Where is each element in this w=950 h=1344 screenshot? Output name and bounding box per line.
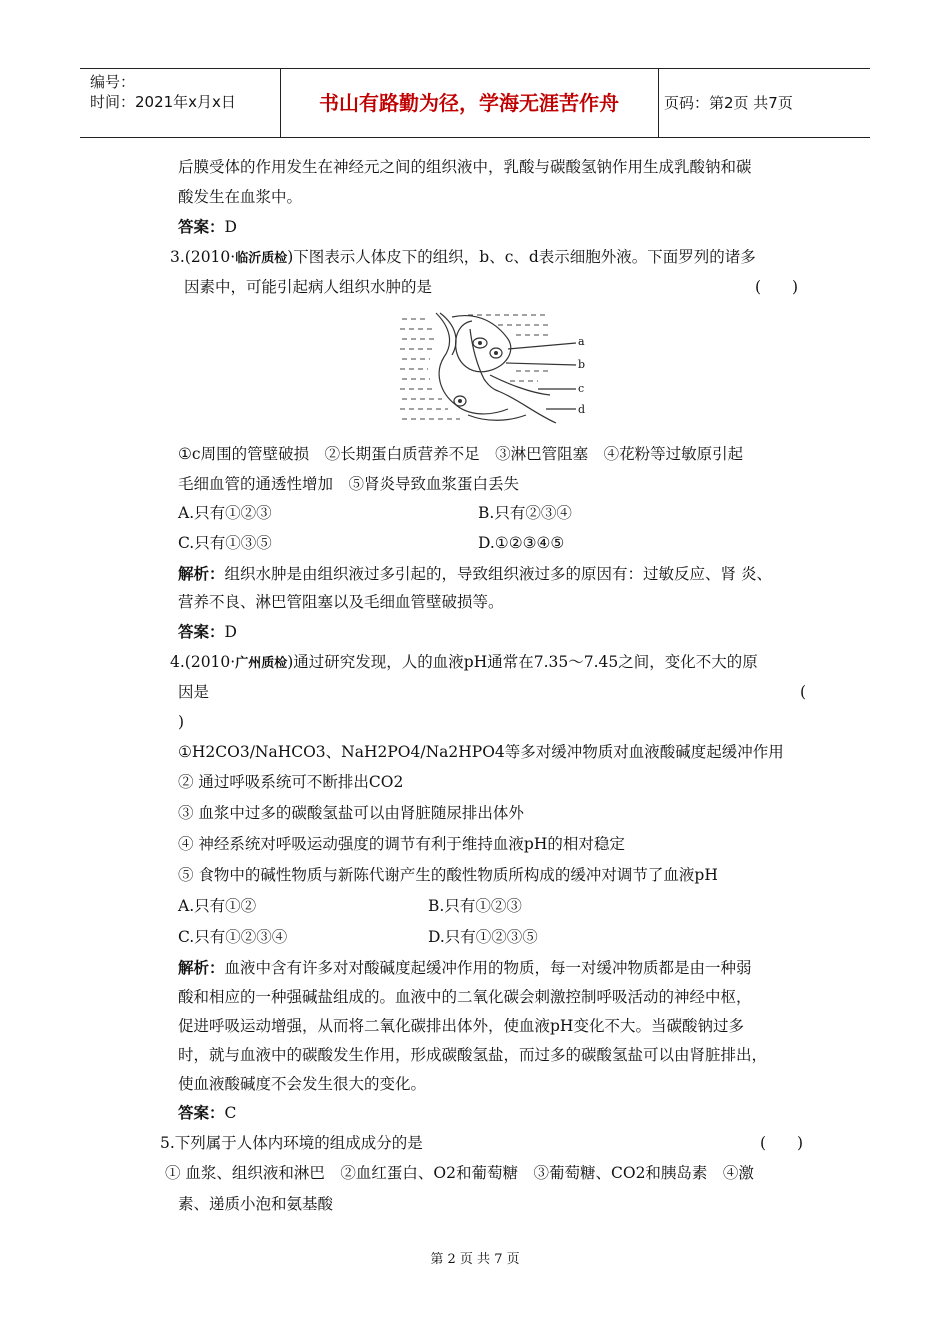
page-footer: 第 2 页 共 7 页 [430, 1252, 520, 1267]
header-page-info: 页码：第2页 共7页 [664, 94, 793, 112]
q4-option-d: D.只有①②③⑤ [428, 928, 538, 946]
q3-statements-1: ①c周围的管壁破损 ②长期蛋白质营养不足 ③淋巴管阻塞 ④花粉等过敏原引起 [178, 445, 744, 463]
answer-value: D [224, 623, 237, 641]
prev-expl-line-1: 后膜受体的作用发生在神经元之间的组织液中，乳酸与碳酸氢钠作用生成乳酸钠和碳 [178, 158, 752, 176]
q4-number: 4.(2010· [170, 653, 236, 671]
q3-stem [170, 247, 756, 269]
q4-text-2: 因是 [178, 683, 210, 701]
q4-option-b: B.只有①②③ [428, 897, 522, 915]
q4-text-1: )通过研究发现，人的血液pH通常在7.35～7.45之间，变化不大的原 [287, 653, 758, 671]
q3-statements-2: 毛细血管的通透性增加 ⑤肾炎导致血浆蛋白丢失 [178, 475, 520, 493]
q4-explanation-1 [178, 958, 752, 978]
q5-answer-paren: ( ) [760, 1134, 804, 1152]
header-meta [80, 69, 281, 137]
q3-explanation-2: 营养不良、淋巴管阻塞以及毛细血管壁破损等。 [178, 593, 504, 611]
q5-stem: 5.下列属于人体内环境的组成成分的是 [160, 1134, 423, 1152]
q3-expl-text-1: 组织水肿是由组织液过多引起的，导致组织液过多的原因有：过敏反应、肾 炎、 [224, 565, 772, 583]
q3-option-c: C.只有①③⑤ [178, 534, 272, 552]
date-label: 时间：2021年x月x日 [90, 93, 236, 111]
tissue-diagram [398, 305, 598, 430]
label-b: b [578, 358, 586, 371]
label-c: c [578, 382, 585, 395]
q4-explanation-5: 使血液酸碱度不会发生很大的变化。 [178, 1075, 427, 1093]
page-header [80, 68, 870, 138]
answer-label: 答案： [178, 622, 225, 641]
answer-label: 答案： [178, 217, 225, 236]
q4-answer [178, 1103, 236, 1123]
q4-option-a: A.只有①② [178, 897, 257, 915]
q3-source: 临沂质检 [235, 251, 288, 266]
q3-text-2: 因素中，可能引起病人组织水肿的是 [184, 278, 433, 296]
q3-answer-paren: ( ) [755, 278, 799, 296]
answer-label: 答案： [178, 1103, 225, 1122]
q4-option-c: C.只有①②③④ [178, 928, 288, 946]
q4-explanation-4: 时，就与血液中的碳酸发生作用，形成碳酸氢盐，而过多的碳酸氢盐可以由肾脏排出， [178, 1046, 768, 1064]
prev-expl-line-2: 酸发生在血浆中。 [178, 188, 303, 206]
q4-statement-2: ② 通过呼吸系统可不断排出CO2 [178, 773, 404, 791]
q5-options-1: ① 血浆、组织液和淋巴 ②血红蛋白、O2和葡萄糖 ③葡萄糖、CO2和胰岛素 ④激 [165, 1164, 754, 1182]
prev-answer [178, 217, 237, 237]
expl-label: 解析： [178, 958, 225, 977]
q3-answer [178, 622, 237, 642]
q4-explanation-3: 促进呼吸运动增强，从而将二氧化碳排出体外，使血液pH变化不大。当碳酸钠过多 [178, 1017, 744, 1035]
q4-explanation-2: 酸和相应的一种强碱盐组成的。血液中的二氧化碳会刺激控制呼吸活动的神经中枢， [178, 988, 752, 1006]
q3-option-b: B.只有②③④ [478, 504, 572, 522]
q3-option-d: D.①②③④⑤ [478, 534, 565, 552]
answer-value: C [224, 1104, 237, 1122]
q3-option-a: A.只有①②③ [178, 504, 272, 522]
label-a: a [578, 335, 585, 348]
q4-statement-4: ④ 神经系统对呼吸运动强度的调节有利于维持血液pH的相对稳定 [178, 835, 625, 853]
q4-statement-3: ③ 血浆中过多的碳酸氢盐可以由肾脏随尿排出体外 [178, 804, 524, 822]
q4-statement-5: ⑤ 食物中的碱性物质与新陈代谢产生的酸性物质所构成的缓冲对调节了血液pH [178, 866, 718, 884]
label-d: d [578, 403, 586, 416]
q4-statement-1: ①H2CO3/NaHCO3、NaH2PO4/Na2HPO4等多对缓冲物质对血液酸碱度起缓冲作用 [178, 743, 784, 761]
q4-stem [170, 652, 758, 674]
q4-source: 广州质检 [235, 656, 288, 671]
q4-expl-text-1: 血液中含有许多对对酸碱度起缓冲作用的物质，每一对缓冲物质都是由一种弱 [224, 959, 752, 977]
header-motto: 书山有路勤为径，学海无涯苦作舟 [280, 69, 659, 137]
q4-paren-close: ) [178, 713, 185, 731]
q3-number: 3.(2010· [170, 248, 236, 266]
serial-label: 编号： [90, 73, 136, 91]
q4-paren-open: ( [800, 683, 807, 701]
q3-explanation-1 [178, 564, 772, 584]
q5-options-2: 素、递质小泡和氨基酸 [178, 1195, 334, 1213]
expl-label: 解析： [178, 564, 225, 583]
q3-text-1: )下图表示人体皮下的组织，b、c、d表示细胞外液。下面罗列的诸多 [287, 248, 756, 266]
answer-value: D [224, 218, 237, 236]
